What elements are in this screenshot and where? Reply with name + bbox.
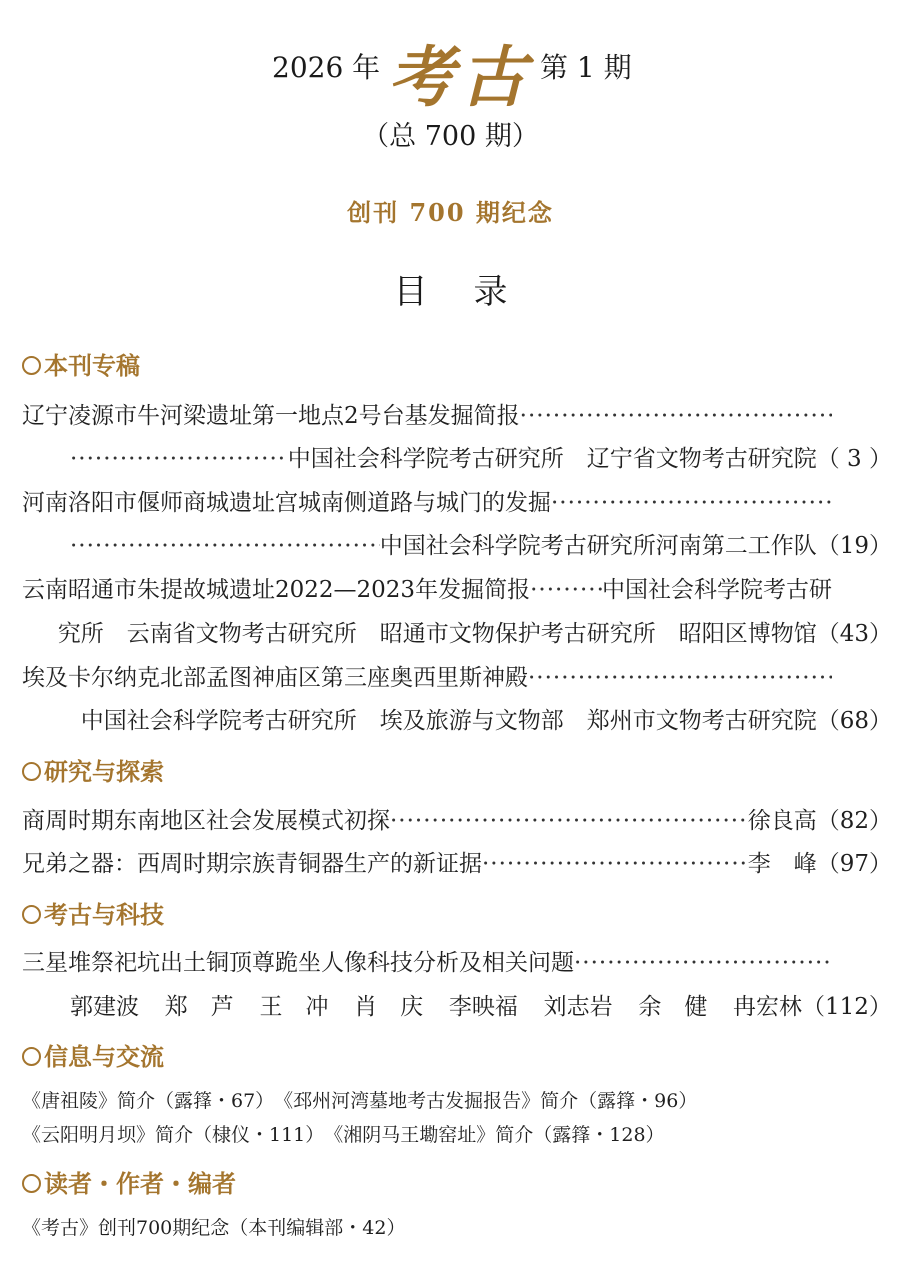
toc-entry[interactable]: [22, 484, 832, 517]
author-name: 肖 庆: [354, 994, 424, 1020]
section-label: 考古与科技: [44, 901, 164, 929]
article-authors: 中国社会科学院考古研: [602, 577, 832, 603]
leader-dots: [482, 851, 748, 877]
toc-entry[interactable]: [22, 845, 892, 878]
article-authors: 究所 云南省文物考古研究所 昭通市文物保护考古研究所 昭阳区博物馆（43）: [57, 621, 892, 647]
author-name: 冉宏林（112）: [733, 994, 892, 1020]
article-title: 云南昭通市朱提故城遗址2022—2023年发掘简报: [22, 577, 531, 603]
toc-heading: 目录: [393, 272, 554, 312]
leader-dots: [530, 577, 602, 603]
leader-dots: [390, 808, 748, 834]
section-heading: [22, 1037, 164, 1072]
info-line[interactable]: 《唐祖陵》简介（露箨・67） 《邳州河湾墓地考古发掘报告》简介（露箨・96）: [22, 1090, 698, 1112]
leader-dots: [574, 950, 832, 976]
author-name: 刘志岩: [543, 994, 613, 1020]
toc-entry[interactable]: [22, 802, 892, 835]
article-title: 兄弟之器：西周时期宗族青铜器生产的新证据: [22, 851, 482, 877]
toc-entry[interactable]: [22, 571, 832, 604]
author-name: 郭建波: [70, 994, 139, 1020]
section-label: 本刊专稿: [44, 352, 140, 380]
toc-entry-authors: [70, 702, 892, 735]
author-name: 郑 芦: [164, 994, 234, 1020]
total-issue: （总 700 期）: [362, 121, 539, 152]
author-name: 余 健: [638, 994, 708, 1020]
author-name: 李映福: [448, 994, 518, 1020]
section-heading: [22, 752, 164, 787]
author-name: 王 冲: [259, 994, 329, 1020]
article-authors: 中国社会科学院考古研究所 辽宁省文物考古研究院（ 3 ）: [287, 446, 892, 472]
section-heading: [22, 346, 140, 381]
toc-entry-authors: [70, 440, 892, 473]
leader-dots: [70, 533, 380, 559]
memorial-subtitle: 创刊 700 期纪念: [347, 198, 554, 227]
issue-number: 第 1 期: [540, 51, 632, 84]
leader-dots: [551, 490, 832, 516]
journal-logo: 考古: [388, 38, 532, 116]
toc-entry[interactable]: [22, 397, 832, 430]
issue-year: 2026 年: [272, 51, 381, 84]
article-title: 辽宁凌源市牛河梁遗址第一地点2号台基发掘简报: [22, 403, 520, 429]
leader-dots: [70, 446, 288, 472]
circle-icon: [22, 356, 41, 375]
toc-entry-authors: [70, 988, 892, 1021]
article-title: 三星堆祭祀坑出土铜顶尊跪坐人像科技分析及相关问题: [22, 950, 574, 976]
article-authors: 中国社会科学院考古研究所河南第二工作队（19）: [379, 533, 892, 559]
leader-dots: [528, 665, 832, 691]
leader-dots: [520, 403, 832, 429]
section-label: 信息与交流: [44, 1043, 164, 1071]
reader-line[interactable]: 《考古》创刊700期纪念（本刊编辑部・42）: [22, 1217, 406, 1239]
article-authors: 徐良高（82）: [747, 808, 892, 834]
article-title: 河南洛阳市偃师商城遗址宫城南侧道路与城门的发掘: [22, 490, 551, 516]
circle-icon: [22, 762, 41, 781]
circle-icon: [22, 1047, 41, 1066]
toc-entry-authors: [57, 615, 892, 648]
toc-entry[interactable]: [22, 659, 832, 692]
section-label: 研究与探索: [44, 758, 164, 786]
toc-entry[interactable]: [22, 944, 832, 977]
toc-entry-authors: [70, 527, 892, 560]
circle-icon: [22, 905, 41, 924]
circle-icon: [22, 1174, 41, 1193]
section-heading: [22, 895, 164, 930]
article-authors: 中国社会科学院考古研究所 埃及旅游与文物部 郑州市文物考古研究院（68）: [80, 708, 892, 734]
section-heading: [22, 1164, 236, 1199]
section-label: 读者・作者・编者: [44, 1170, 236, 1198]
info-line[interactable]: 《云阳明月坝》简介（棣仪・111） 《湘阴马王墈窑址》简介（露箨・128）: [22, 1124, 665, 1146]
article-title: 埃及卡尔纳克北部孟图神庙区第三座奥西里斯神殿: [22, 665, 528, 691]
article-title: 商周时期东南地区社会发展模式初探: [22, 808, 390, 834]
article-authors: 李 峰（97）: [747, 851, 892, 877]
